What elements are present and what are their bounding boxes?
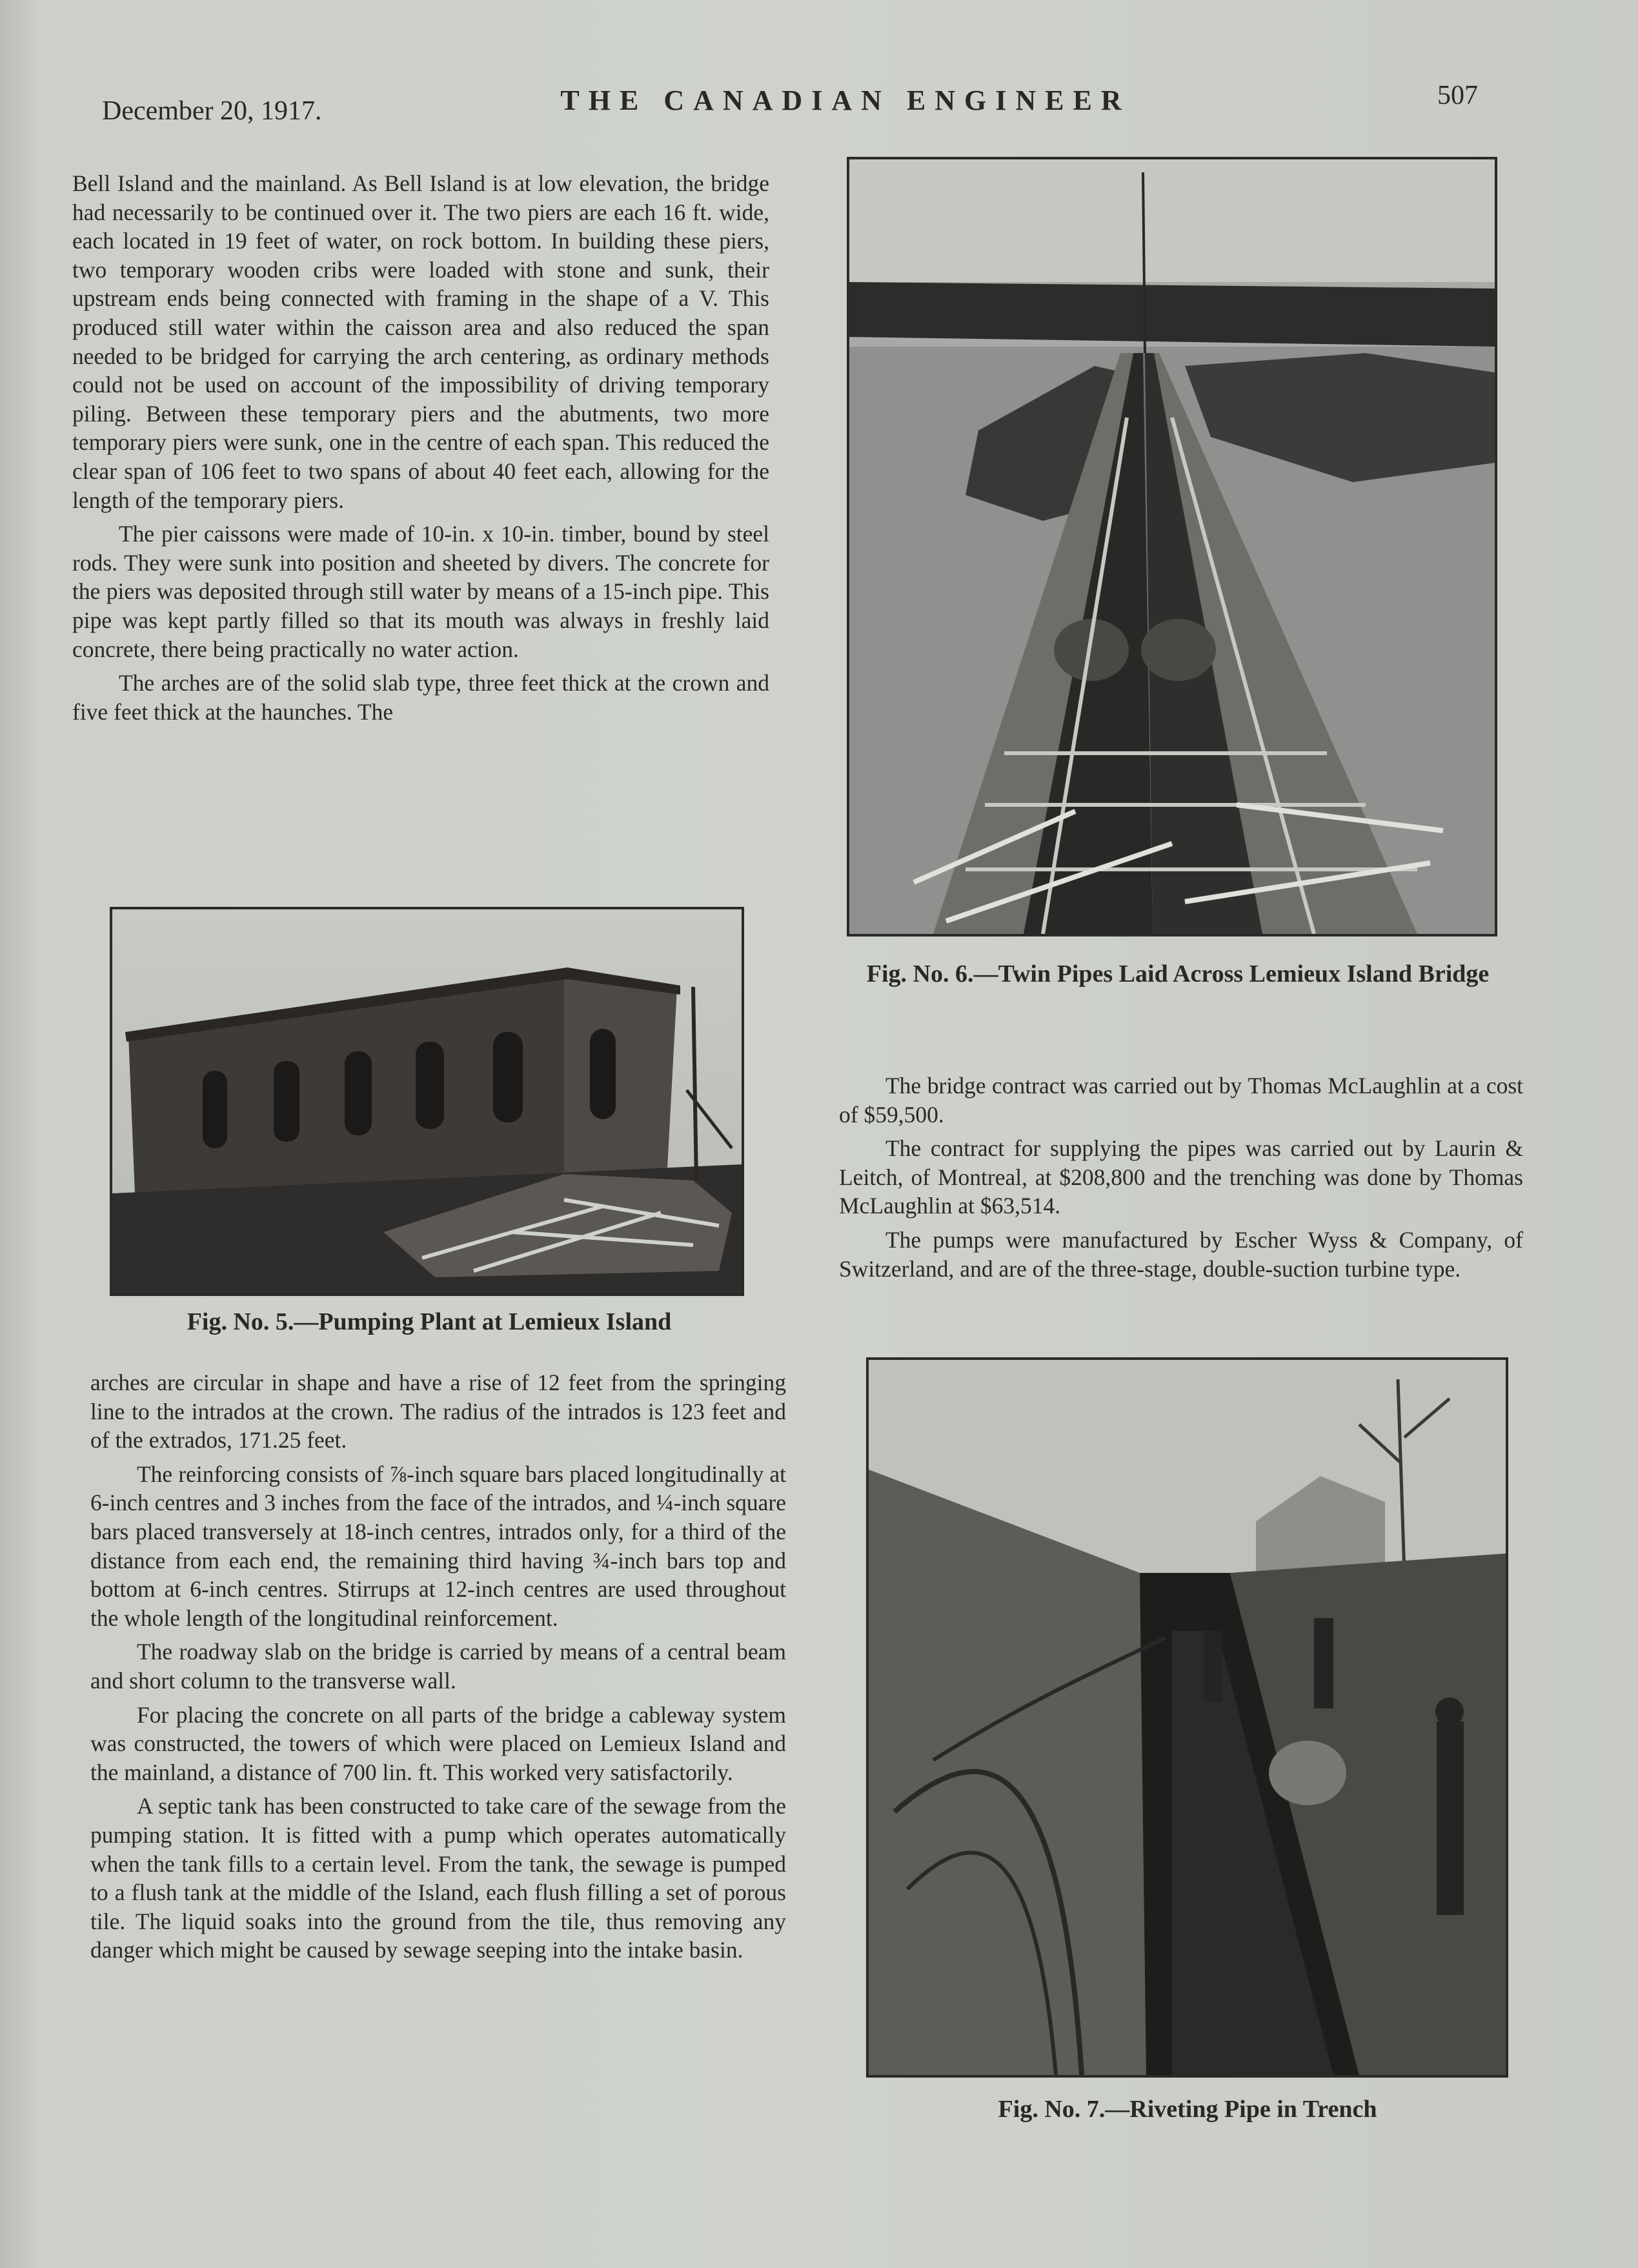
- paragraph: The bridge contract was carried out by Thomas McLaughlin at a cost of $59,500.: [839, 1073, 1523, 1128]
- left-column-upper-text: [72, 169, 769, 731]
- figure-7-caption: Fig. No. 7.—Riveting Pipe in Trench: [998, 2096, 1377, 2123]
- figure-5-photo: [110, 907, 744, 1296]
- figure-7-photo: [866, 1357, 1508, 2078]
- paragraph: The pier caissons were made of 10-in. x 10-in. timber, bound by steel rods. They were sunk into position and sheeted by divers. The concrete for the piers was deposited through still water by means of a 15-inch pipe. This pipe was kept partly filled so that its mouth was always in freshly laid concrete, there being practically no water action.: [72, 521, 769, 662]
- twin-pipes-bridge-photo: [849, 159, 1495, 934]
- figure-6-photo: [847, 157, 1497, 937]
- riveting-pipe-trench-photo: [869, 1360, 1506, 2075]
- figure-5-caption: Fig. No. 5.—Pumping Plant at Lemieux Island: [187, 1308, 672, 1335]
- paragraph: arches are circular in shape and have a rise of 12 feet from the springing line to the intrados at the crown. The radius of the intrados is 123 feet and of the extrados, 171.25 feet.: [90, 1370, 786, 1453]
- issue-date: December 20, 1917.: [102, 96, 322, 126]
- paragraph: A septic tank has been constructed to take care of the sewage from the pumping station. It is fitted with a pump which operates automatically when the tank fills to a certain level. From the tank, the sewage is pumped to a flush tank at the middle of the Island, each flush filling a set of porous tile. The liquid soaks into the ground from the tile, thus removing any danger which might be caused by sewage seeping into the intake basin.: [90, 1793, 786, 1963]
- journal-title: THE CANADIAN ENGINEER: [560, 85, 1131, 116]
- paragraph: The contract for supplying the pipes was carried out by Laurin & Leitch, of Montreal, at $208,800 and the trenching was done by Thomas McLaughlin at $63,514.: [839, 1135, 1523, 1219]
- paragraph: Bell Island and the mainland. As Bell Island is at low elevation, the bridge had necessarily to be continued over it. The two piers are each 16 ft. wide, each located in 19 feet of water, on rock bottom. In building these piers, two temporary wooden cribs were loaded with stone and sunk, their upstream ends being connected with framing in the shape of a V. This produced still water within the caisson area and also reduced the span needed to be bridged for carrying the arch centering, as ordinary methods could not be used on account of the impossibility of driving temporary piling. Between these temporary piers and the abutments, two more temporary piers were sunk, one in the centre of each span. This reduced the clear span of 106 feet to two spans of about 40 feet each, allowing for the length of the temporary piers.: [72, 170, 769, 513]
- paragraph: The arches are of the solid slab type, three feet thick at the crown and five feet thick at the haunches. The: [72, 670, 769, 725]
- paragraph: The pumps were manufactured by Escher Wyss & Company, of Switzerland, and are of the three-stage, double-suction turbine type.: [839, 1226, 1523, 1282]
- left-column-lower-text: [90, 1368, 786, 1970]
- figure-6-caption: Fig. No. 6.—Twin Pipes Laid Across Lemieux Island Bridge: [866, 960, 1490, 987]
- paragraph: For placing the concrete on all parts of the bridge a cableway system was constructed, the towers of which were placed on Lemieux Island and the mainland, a distance of 700 lin. ft. This worked very satisfactorily.: [90, 1701, 786, 1785]
- page-number: 507: [1437, 81, 1478, 110]
- running-header: [97, 77, 1484, 126]
- right-column-text: [839, 1071, 1523, 1288]
- pumping-plant-photo: [112, 909, 742, 1293]
- paragraph: The reinforcing consists of ⅞-inch square bars placed longitudinally at 6-inch centres and 3 inches from the face of the intrados, and ¼-inch square bars placed transversely at 18-inch centres, intrados only, for a third of the distance from each end, the remaining third having ¾-inch bars top and bottom at 6-inch centres. Stirrups at 12-inch centres are used throughout the whole length of the longitudinal reinforcement.: [90, 1461, 786, 1631]
- paragraph: The roadway slab on the bridge is carried by means of a central beam and short column to the transverse wall.: [90, 1639, 786, 1694]
